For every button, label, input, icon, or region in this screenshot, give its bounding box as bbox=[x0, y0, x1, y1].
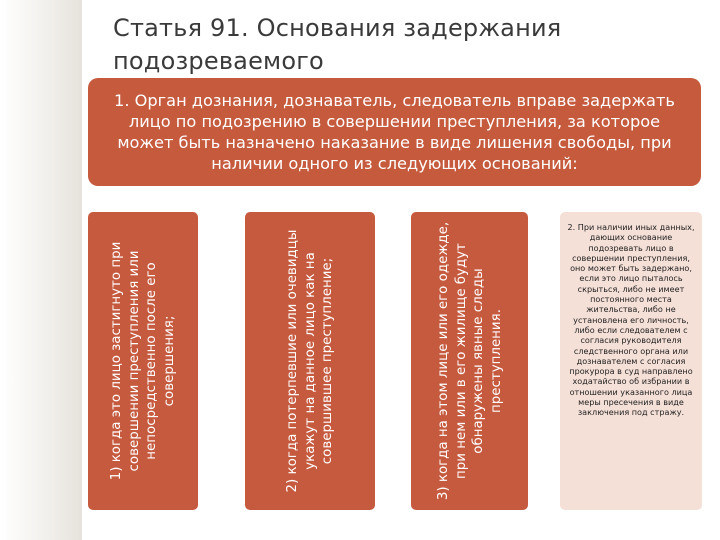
ground-card-1 bbox=[88, 212, 198, 510]
intro-box bbox=[88, 78, 701, 186]
slide-title: Статья 91. Основания задержания подозреваемого bbox=[113, 14, 562, 75]
ground-card-2 bbox=[245, 212, 375, 510]
intro-text: 1. Орган дознания, дознаватель, следователь вправе задержать лицо по подозрению в совершении преступления, за которое может быть назначено наказание в виде лишения свободы, при наличии одного из следующих оснований: bbox=[114, 91, 675, 173]
ground-card-3 bbox=[411, 212, 528, 510]
part2-text: 2. При наличии иных данных, дающих основание подозревать лицо в совершении преступления, оно может быть задержано, если это лицо пыталось скрыться, либо не имеет постоянного места жительства, либо не установлена его личность, либо если следователем с согласия руководителя следственного органа или дознавателем с согласия прокурора в суд направлено ходатайство об избрании в отношении указанного лица меры пресечения в виде заключения под стражу. bbox=[567, 222, 695, 418]
decorative-side-band bbox=[0, 0, 82, 540]
ground-text-1: 1) когда это лицо застигнуто при совершении преступления или непосредственно после его совершения; bbox=[109, 241, 177, 481]
ground-text-3: 3) когда на этом лице или его одежде, при нем или в его жилище будут обнаружены явные следы преступления. bbox=[435, 221, 503, 501]
ground-text-2: 2) когда потерпевшие или очевидцы укажут на данное лицо как на совершившее преступление; bbox=[284, 229, 335, 493]
part2-card bbox=[560, 212, 702, 510]
